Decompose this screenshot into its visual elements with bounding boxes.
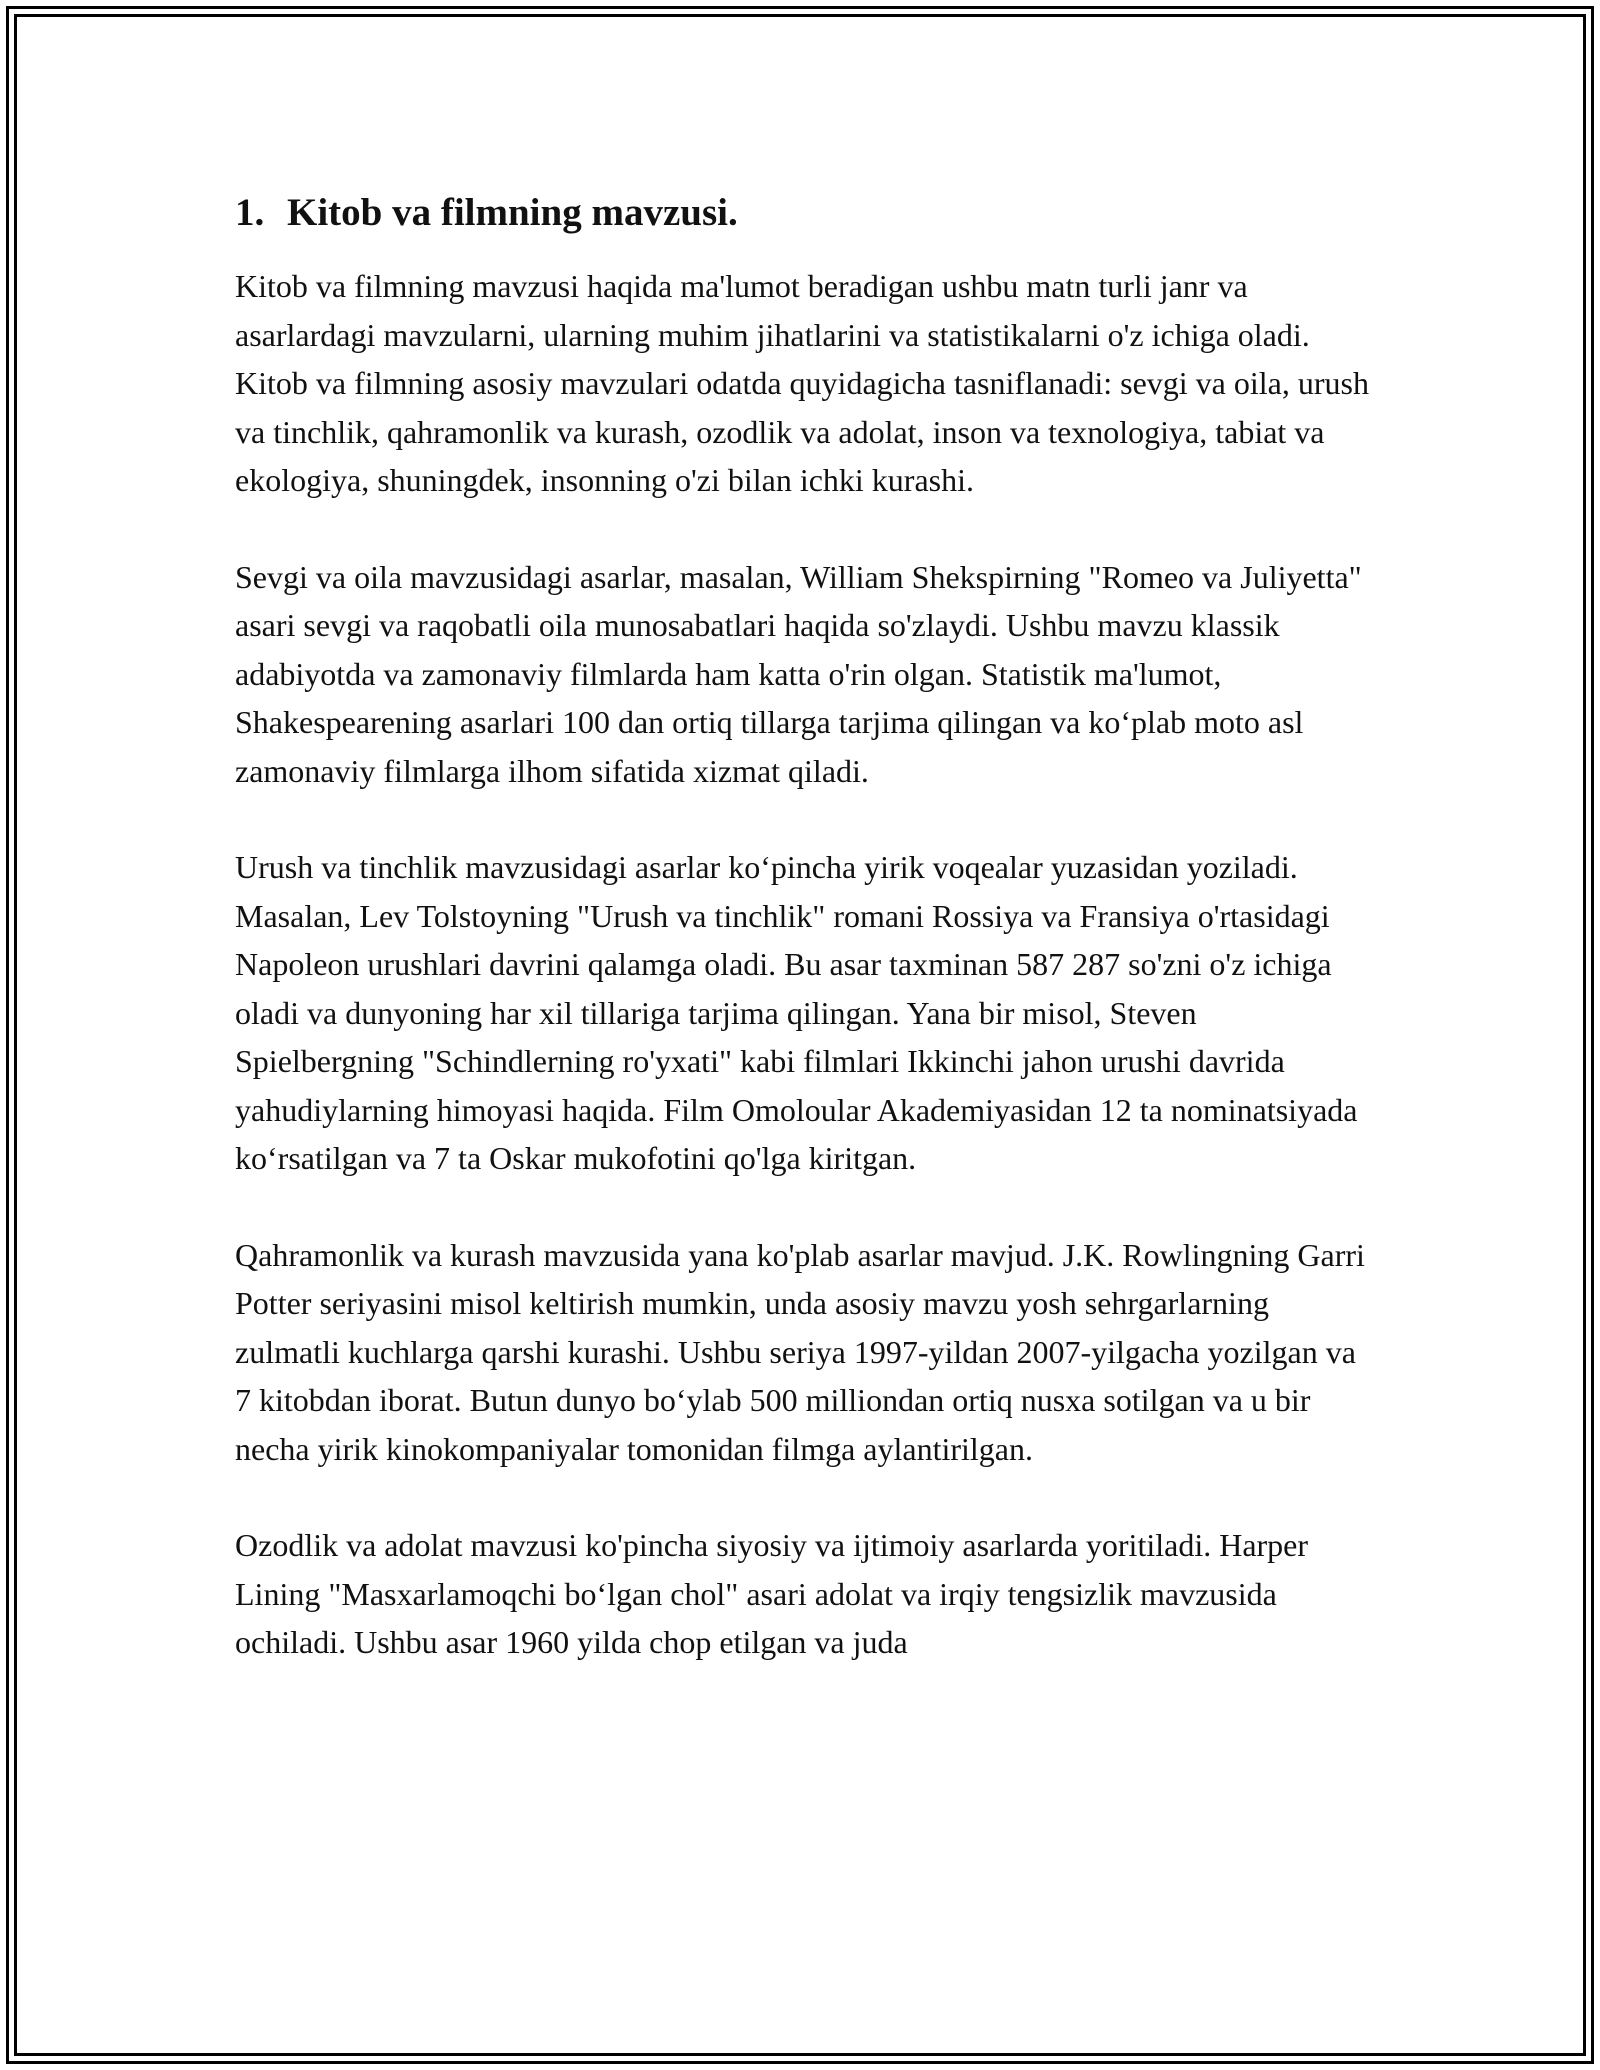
- paragraph-freedom-justice: Ozodlik va adolat mavzusi ko'pincha siyosiy va ijtimoiy asarlarda yoritiladi. Harper Lining "Masxarlamoqchi bo‘lgan chol" asari adolat va irqiy tengsizlik mavzusida ochiladi. Ushbu asar 1960 yilda chop etilgan va juda: [235, 1527, 1309, 1660]
- paragraph-intro: Kitob va filmning mavzusi haqida ma'lumot beradigan ushbu matn turli janr va asarlardagi mavzularni, ularning muhim jihatlarini va statistikalarni o'z ichiga oladi. Kitob va filmning asosiy mavzulari odatda quyidagicha tasniflanadi: sevgi va oila, urush va tinchlik, qahramonlik va kurash, ozodlik va adolat, inson va texnologiya, tabiat va ekologiya, shuningdek, insonning o'zi bilan ichki kurashi.: [235, 268, 1369, 498]
- section-number: 1.: [235, 191, 265, 234]
- paragraph-heroism: Qahramonlik va kurash mavzusida yana ko'plab asarlar mavjud. J.K. Rowlingning Garri Potter seriyasini misol keltirish mumkin, unda asosiy mavzu yosh sehrgarlarning zulmatli kuchlarga qarshi kurashi. Ushbu seriya 1997-yildan 2007-yilgacha yozilgan va 7 kitobdan iborat. Butun dunyo bo‘ylab 500 milliondan ortiq nusxa sotilgan va u bir necha yirik kinokompaniyalar tomonidan filmga aylantirilgan.: [235, 1236, 1365, 1467]
- document-body: [235, 186, 1375, 1715]
- section-title: Kitob va filmning mavzusi.: [287, 191, 738, 234]
- paragraph-love-family: Sevgi va oila mavzusidagi asarlar, masalan, William Shekspirning "Romeo va Juliyetta" asari sevgi va raqobatli oila munosabatlari haqida so'zlaydi. Ushbu mavzu klassik adabiyotda va zamonaviy filmlarda ham katta o'rin olgan. Statistik ma'lumot, Shakespearening asarlari 100 dan ortiq tillarga tarjima qilingan va ko‘plab moto asl zamonaviy filmlarga ilhom sifatida xizmat qiladi.: [235, 558, 1362, 789]
- section-heading: [235, 186, 1375, 240]
- paragraph-war-peace: Urush va tinchlik mavzusidagi asarlar ko‘pincha yirik voqealar yuzasidan yoziladi. Masalan, Lev Tolstoyning "Urush va tinchlik" romani Rossiya va Fransiya o'rtasidagi Napoleon urushlari davrini qalamga oladi. Bu asar taxminan 587 287 so'zni o'z ichiga oladi va dunyoning har xil tillariga tarjima qilingan. Yana bir misol, Steven Spielbergning "Schindlerning ro'yxati" kabi filmlari Ikkinchi jahon urushi davrida yahudiylarning himoyasi haqida. Film Omoloular Akademiyasidan 12 ta nominatsiyada ko‘rsatilgan va 7 ta Oskar mukofotini qo'lga kiritgan.: [235, 849, 1358, 1176]
